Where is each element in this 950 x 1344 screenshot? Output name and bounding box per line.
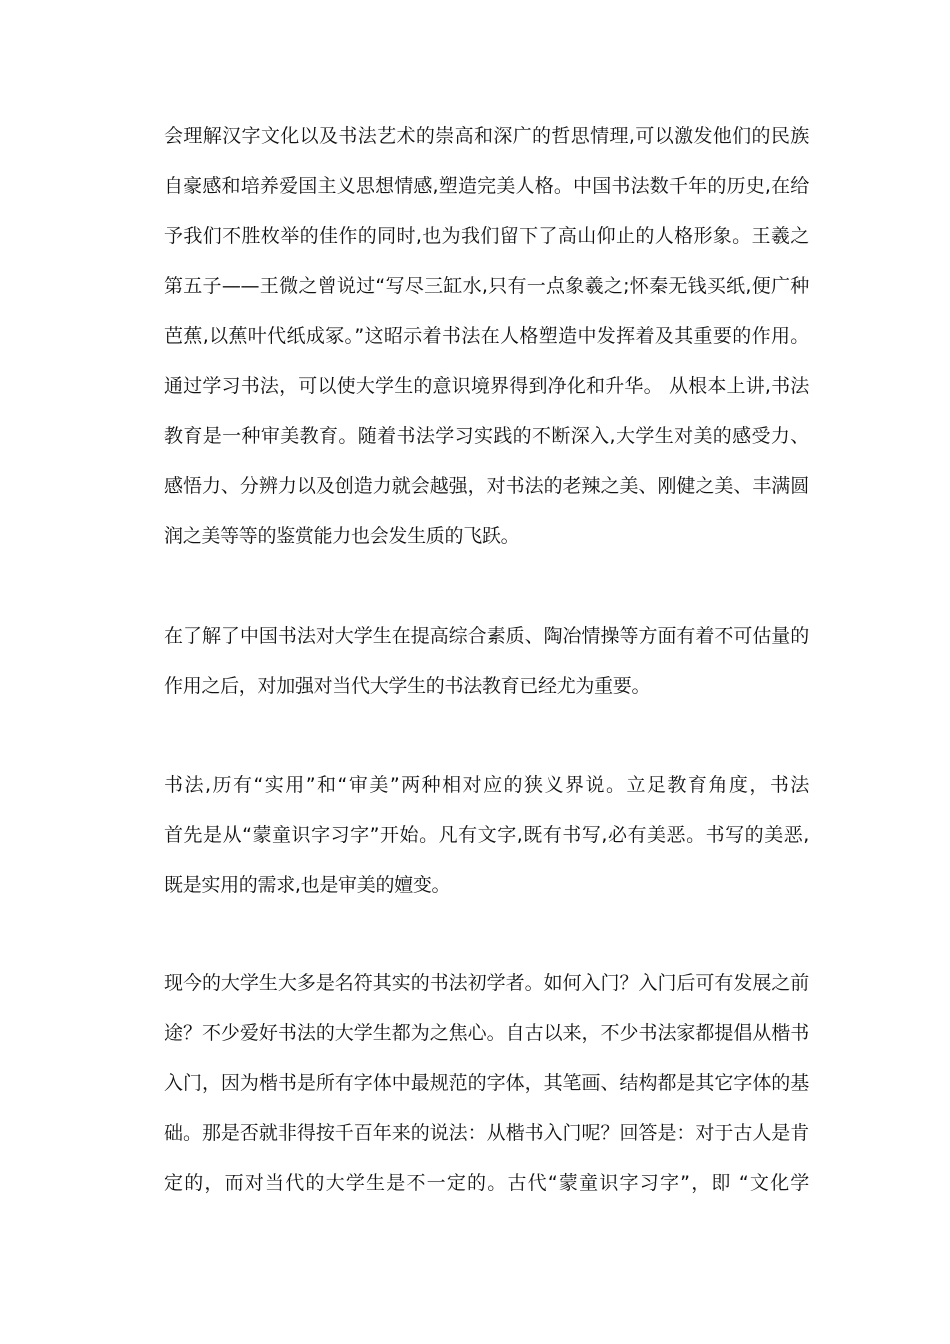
paragraph-line: 础。那是否就非得按千百年来的说法：从楷书入门呢？回答是：对于古人是肯 (164, 1122, 809, 1144)
paragraph-line: 会理解汉字文化以及书法艺术的崇高和深广的哲思情理,可以激发他们的民族 (164, 125, 809, 147)
paragraph-line: 予我们不胜枚举的佳作的同时,也为我们留下了高山仰止的人格形象。王羲之 (164, 225, 809, 247)
paragraph-line: 芭蕉,以蕉叶代纸成冢。”这昭示着书法在人格塑造中发挥着及其重要的作用。 (164, 325, 809, 347)
paragraph-2 (164, 611, 809, 711)
paragraph-3 (164, 760, 809, 910)
paragraph-line: 通过学习书法，可以使大学生的意识境界得到净化和升华。 从根本上讲,书法 (164, 375, 809, 397)
paragraph-line: 入门，因为楷书是所有字体中最规范的字体，其笔画、结构都是其它字体的基 (164, 1072, 809, 1094)
paragraph-line: 书法,历有“实用”和“审美”两种相对应的狭义界说。立足教育角度，书法 (164, 774, 809, 796)
paragraph-4 (164, 958, 809, 1208)
paragraph-line: 既是实用的需求,也是审美的嬗变。 (164, 874, 451, 896)
paragraph-line: 作用之后，对加强对当代大学生的书法教育已经尤为重要。 (164, 675, 651, 697)
paragraph-line: 教育是一种审美教育。随着书法学习实践的不断深入,大学生对美的感受力、 (164, 425, 809, 447)
paragraph-line: 自豪感和培养爱国主义思想情感,塑造完美人格。中国书法数千年的历史,在给 (164, 175, 809, 197)
paragraph-line: 途？不少爱好书法的大学生都为之焦心。自古以来，不少书法家都提倡从楷书 (164, 1022, 809, 1044)
paragraph-line: 在了解了中国书法对大学生在提高综合素质、陶冶情操等方面有着不可估量的 (164, 625, 809, 647)
paragraph-1 (164, 111, 809, 561)
paragraph-line: 第五子——王微之曾说过“写尽三缸水,只有一点象羲之;怀秦无钱买纸,便广种 (164, 275, 809, 297)
paragraph-line: 现今的大学生大多是名符其实的书法初学者。如何入门？入门后可有发展之前 (164, 972, 809, 994)
paragraph-line: 润之美等等的鉴赏能力也会发生质的飞跃。 (164, 525, 520, 547)
paragraph-line: 感悟力、分辨力以及创造力就会越强，对书法的老辣之美、刚健之美、丰满圆 (164, 475, 809, 497)
paragraph-line: 定的，而对当代的大学生是不一定的。古代“蒙童识字习字”，即 “文化学 (164, 1172, 809, 1194)
paragraph-line: 首先是从“蒙童识字习字”开始。凡有文字,既有书写,必有美恶。书写的美恶, (164, 824, 809, 846)
